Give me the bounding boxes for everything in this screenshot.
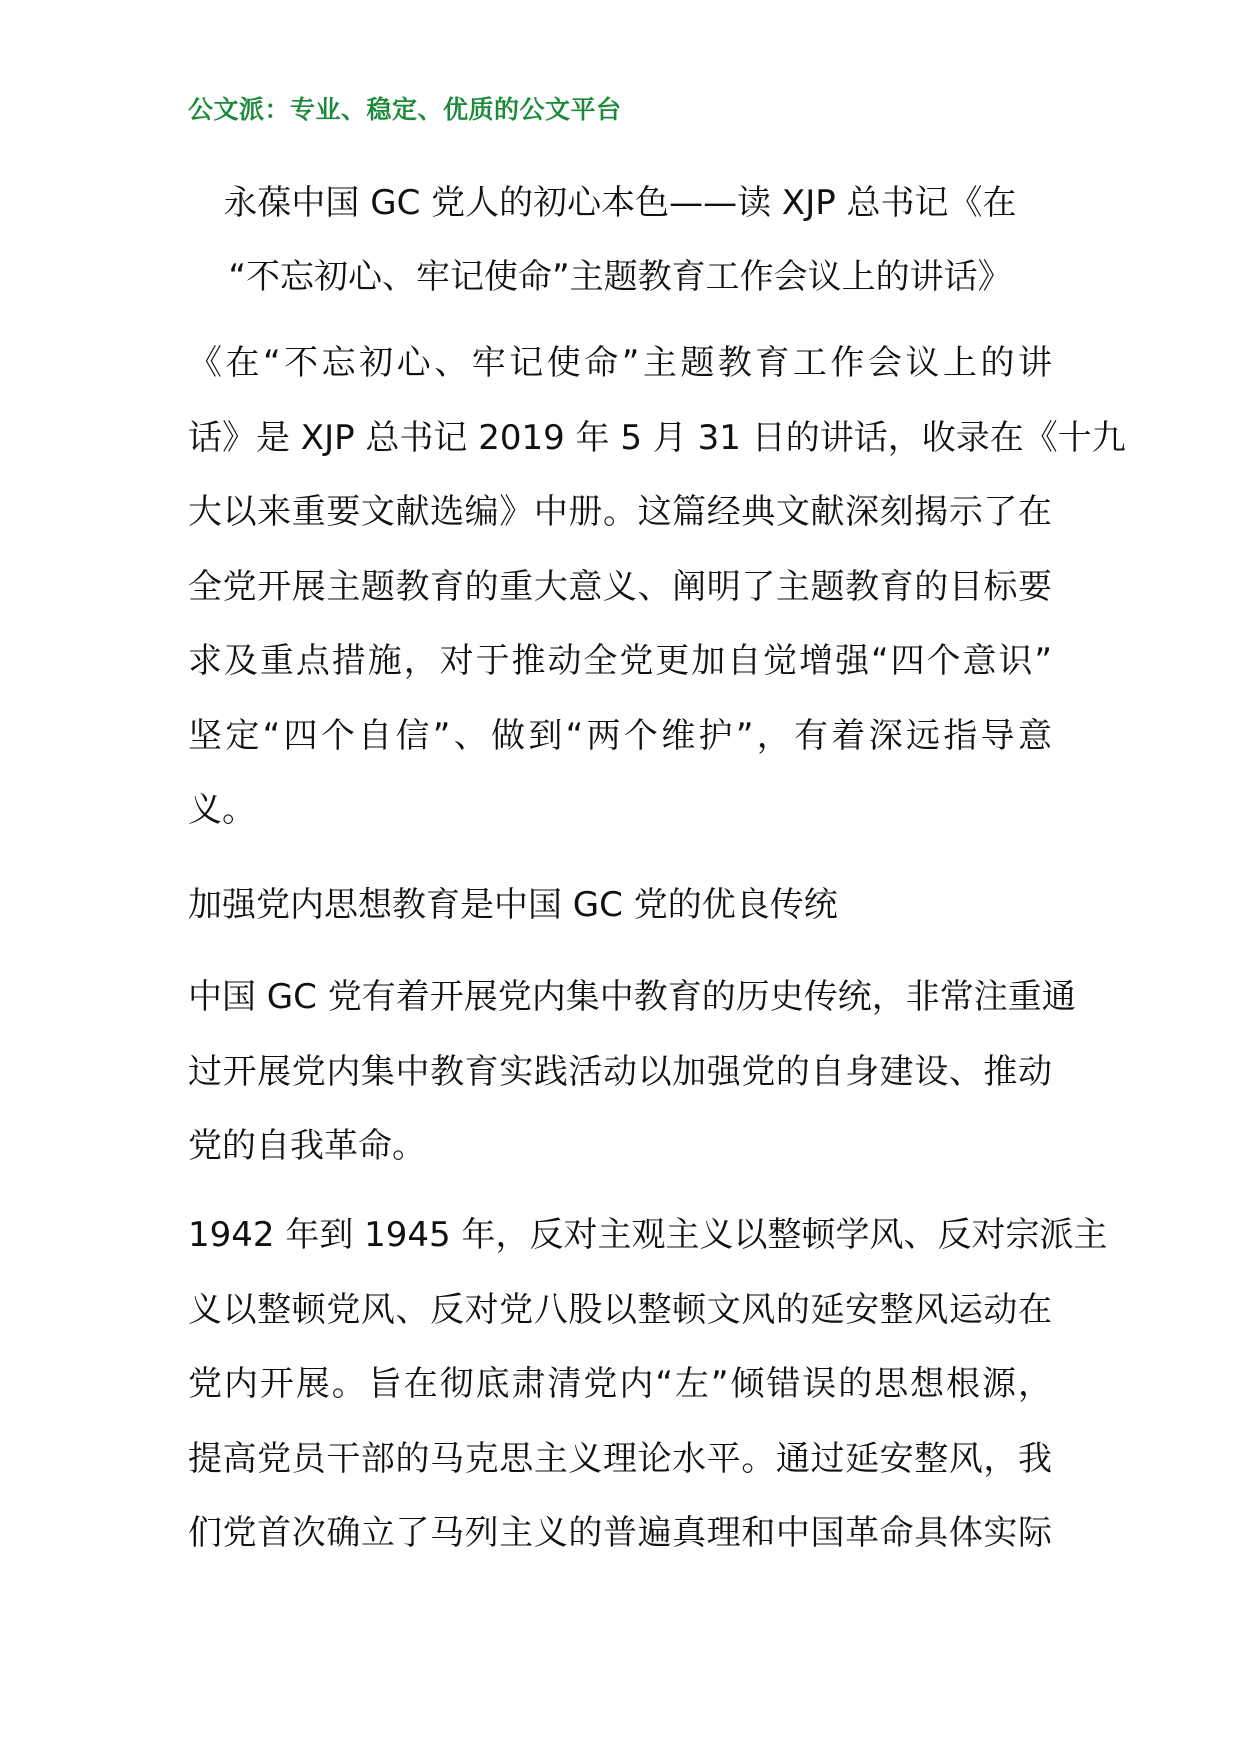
paragraph-line: 们党首次确立了马列主义的普遍真理和中国革命具体实际 — [188, 1513, 1052, 1553]
paragraph-line: 全党开展主题教育的重大意义、阐明了主题教育的目标要 — [188, 566, 1052, 607]
section-heading-text: 加强党内思想教育是中国 GC 党的优良传统 — [188, 885, 838, 925]
paragraph-line: 过开展党内集中教育实践活动以加强党的自身建设、推动 — [188, 1051, 1052, 1092]
paragraph-line: 坚定“四个自信”、做到“两个维护”，有着深远指导意 — [188, 715, 1052, 756]
document-title — [188, 166, 1052, 314]
title-line: 永葆中国 GC 党人的初心本色——读 XJP 总书记《在 — [223, 183, 1017, 223]
paragraph-yanan — [188, 1198, 1108, 1571]
paragraph-line: 《在“不忘初心、牢记使命”主题教育工作会议上的讲 — [188, 343, 1052, 383]
paragraph-tradition — [188, 960, 1076, 1184]
paragraph-line: 义。 — [188, 790, 256, 830]
paragraph-line: 1942 年到 1945 年，反对主观主义以整顿学风、反对宗派主 — [188, 1215, 1108, 1255]
paragraph-line: 义以整顿党风、反对党八股以整顿文风的延安整风运动在 — [188, 1289, 1052, 1330]
paragraph-line: 大以来重要文献选编》中册。这篇经典文献深刻揭示了在 — [188, 492, 1052, 532]
paragraph-line: 提高党员干部的马克思主义理论水平。通过延安整风，我 — [188, 1438, 1052, 1479]
title-line: “不忘初心、牢记使命”主题教育工作会议上的讲话》 — [228, 257, 1012, 297]
header-note: 公文派：专业、稳定、优质的公文平台 — [188, 95, 622, 124]
paragraph-line: 求及重点措施，对于推动全党更加自觉增强“四个意识” — [188, 641, 1052, 681]
paragraph-line: 话》是 XJP 总书记 2019 年 5 月 31 日的讲话，收录在《十九 — [188, 417, 1126, 458]
section-heading — [188, 868, 1052, 943]
paragraph-line: 党内开展。旨在彻底肃清党内“左”倾错误的思想根源， — [188, 1364, 1052, 1404]
paragraph-intro — [188, 326, 1126, 848]
paragraph-line: 党的自我革命。 — [188, 1126, 426, 1166]
paragraph-line: 中国 GC 党有着开展党内集中教育的历史传统，非常注重通 — [188, 977, 1076, 1017]
